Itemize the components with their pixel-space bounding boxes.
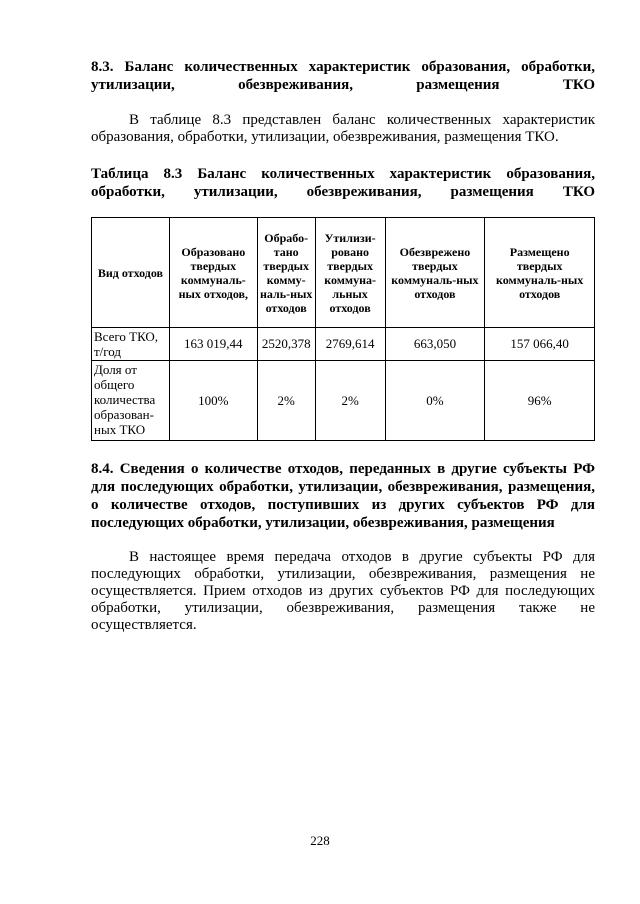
heading-line: о количестве отходов, поступивших из других субъектов РФ для <box>91 497 595 513</box>
heading-line: 8.3. Баланс количественных характеристик образования, обработки, <box>91 59 595 75</box>
table-cell: 2769,614 <box>315 328 385 361</box>
table-cell: 2520,378 <box>257 328 315 361</box>
page-number: 228 <box>310 833 330 848</box>
table-cell: 100% <box>169 361 257 441</box>
paragraph-line: В таблице 8.3 представлен баланс количественных характеристик <box>129 112 595 128</box>
header-cell: Размещено твердых коммуналь-ных отходов <box>485 218 595 328</box>
table-header-row <box>92 218 595 328</box>
paragraph-line: образования, обработки, утилизации, обезвреживания, размещения ТКО. <box>91 129 559 145</box>
header-cell: Образовано твердых коммуналь-ных отходов, <box>169 218 257 328</box>
header-cell: Обрабо-тано твердых комму-наль-ных отходов <box>257 218 315 328</box>
table-cell: 2% <box>257 361 315 441</box>
header-cell: Вид отходов <box>92 218 170 328</box>
row-label: Всего ТКО, т/год <box>92 328 170 361</box>
heading-line: 8.4. Сведения о количестве отходов, переданных в другие субъекты РФ <box>91 461 595 477</box>
section-paragraph-8-4 <box>91 549 595 634</box>
heading-line: последующих обработки, утилизации, обезвреживания, размещения <box>91 515 555 531</box>
table-cell: 663,050 <box>385 328 485 361</box>
table-cell: 0% <box>385 361 485 441</box>
table-caption <box>91 165 595 201</box>
heading-line: утилизации, обезвреживания, размещения ТКО <box>91 77 595 93</box>
table-cell: 2% <box>315 361 385 441</box>
table-cell: 157 066,40 <box>485 328 595 361</box>
paragraph-text: В настоящее время передача отходов в другие субъекты РФ для последующих обработки, утилизации, обезвреживания, размещения не осуществляется. Прием отходов из других субъектов РФ для последующих обработки, утилизации, обезвреживания, размещения также не осуществляется. <box>91 549 595 633</box>
row-label: Доля от общего количества образован-ных ТКО <box>92 361 170 441</box>
caption-line: Таблица 8.3 Баланс количественных характеристик образования, <box>91 166 595 182</box>
table-row <box>92 361 595 441</box>
table-cell: 163 019,44 <box>169 328 257 361</box>
header-cell: Обезврежено твердых коммуналь-ных отходов <box>385 218 485 328</box>
section-heading-8-4 <box>91 460 595 532</box>
header-cell: Утилизи-ровано твердых коммуна-льных отходов <box>315 218 385 328</box>
section-heading-8-3 <box>91 58 595 94</box>
heading-line: для последующих обработки, утилизации, обезвреживания, размещения, <box>91 479 595 495</box>
table-row <box>92 328 595 361</box>
table-cell: 96% <box>485 361 595 441</box>
section-paragraph-8-3 <box>91 112 595 146</box>
caption-line: обработки, утилизации, обезвреживания, размещения ТКО <box>91 184 595 200</box>
balance-table <box>91 217 595 441</box>
